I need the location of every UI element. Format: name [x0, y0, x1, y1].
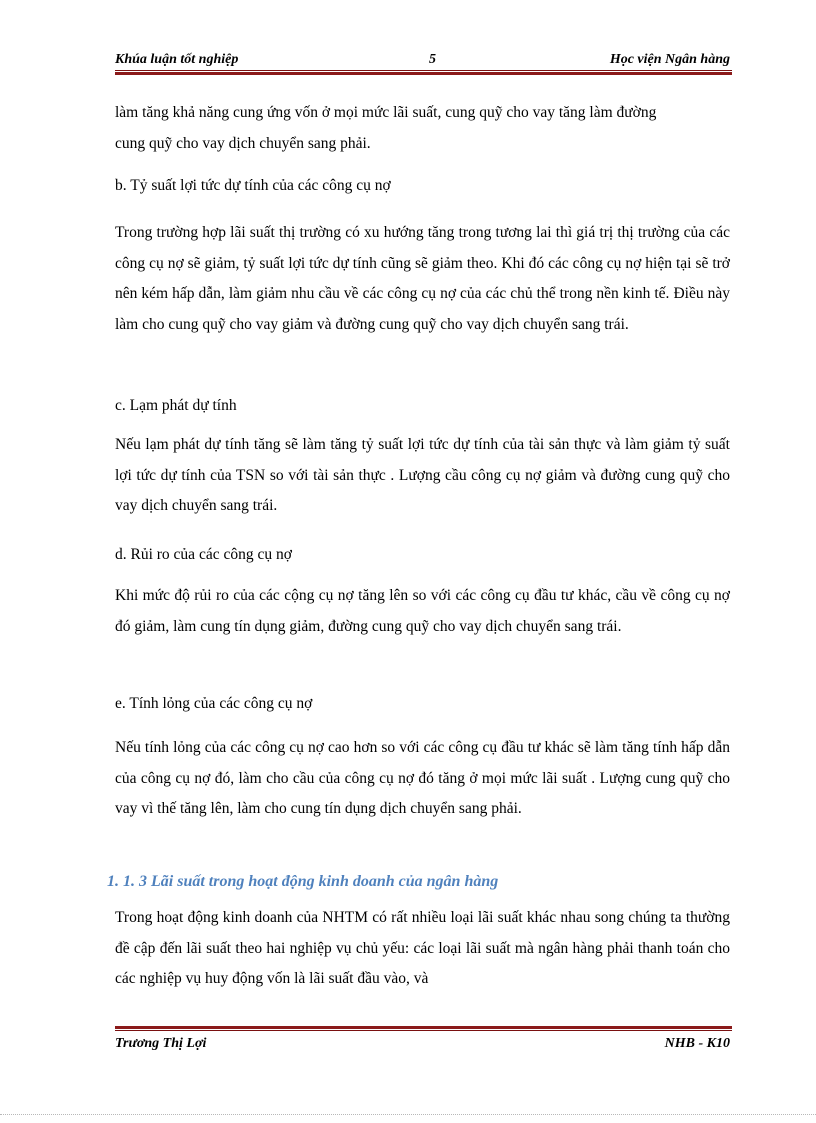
- section-e-title-text: e. Tính lỏng của các công cụ nợ: [115, 695, 313, 712]
- header-institution: Học viện Ngân hàng: [609, 52, 730, 67]
- intro-line-2: cung quỹ cho vay dịch chuyển sang phải.: [115, 134, 371, 152]
- section-d-paragraph: Khi mức độ rủi ro của các cộng cụ nợ tăng lên so với các công cụ đầu tư khác, cầu về công cụ nợ đó giảm, làm cung tín dụng giảm, đường cung quỹ cho vay dịch chuyển sang trái.: [115, 587, 730, 635]
- section-c-title: [115, 391, 730, 422]
- section-e-paragraph-block: [115, 733, 730, 825]
- section-113-paragraph: Trong hoạt động kinh doanh của NHTM có rất nhiều loại lãi suất khác nhau song chúng ta thường đề cập đến lãi suất theo hai nghiệp vụ chủ yếu: các loại lãi suất mà ngân hàng phải thanh toán cho các nghiệp vụ huy động vốn là lãi suất đầu vào, và: [115, 909, 730, 988]
- section-b-paragraph-block: [115, 218, 730, 340]
- header-rule-thin: [115, 70, 732, 71]
- header-page-number: 5: [429, 52, 436, 67]
- intro-block: [115, 98, 730, 159]
- section-b-title: [115, 171, 730, 202]
- footer-author: Trương Thị Lợi: [115, 1036, 207, 1051]
- section-b-paragraph: Trong trường hợp lãi suất thị trường có xu hướng tăng trong tương lai thì giá trị thị trường của các công cụ nợ sẽ giảm, tỷ suất lợi tức dự tính cũng sẽ giảm theo. Khi đó các công cụ nợ hiện tại sẽ trở nên kém hấp dẫn, làm giảm nhu cầu về các công cụ nợ của các chủ thể trong nền kinh tế. Điều này làm cho cung quỹ cho vay giảm và đường cung quỹ cho vay dịch chuyển sang trái.: [115, 224, 730, 333]
- footer-rule-thick: [115, 1026, 732, 1029]
- section-d-title-text: d. Rủi ro của các công cụ nợ: [115, 546, 292, 563]
- section-b-title-text: b. Tỷ suất lợi tức dự tính của các công cụ nợ: [115, 177, 391, 194]
- section-d-paragraph-block: [115, 581, 730, 642]
- section-e-title: [115, 689, 730, 720]
- intro-line-1: làm tăng khả năng cung ứng vốn ở mọi mức lãi suất, cung quỹ cho vay tăng làm đường: [115, 104, 657, 121]
- page-bottom-dotted-divider: [0, 1114, 816, 1115]
- page-header: [115, 48, 730, 70]
- header-thesis-title: Khúa luận tốt nghiệp: [115, 52, 239, 67]
- footer-class-code: NHB - K10: [664, 1036, 730, 1051]
- section-c-title-text: c. Lạm phát dự tính: [115, 397, 237, 414]
- section-e-paragraph: Nếu tính lỏng của các công cụ nợ cao hơn so với các công cụ đầu tư khác sẽ làm tăng tính hấp dẫn của công cụ nợ đó, làm cho cầu của công cụ nợ đó tăng ở mọi mức lãi suất . Lượng cung quỹ cho vay vì thế tăng lên, làm cho cung tín dụng dịch chuyển sang phải.: [115, 739, 730, 818]
- section-c-paragraph-block: [115, 430, 730, 522]
- footer-rule-thin: [115, 1030, 732, 1031]
- section-113-heading: 1. 1. 3 Lãi suất trong hoạt động kinh doanh của ngân hàng: [107, 873, 499, 890]
- section-113-paragraph-block: [115, 903, 730, 995]
- section-c-paragraph: Nếu lạm phát dự tính tăng sẽ làm tăng tỷ suất lợi tức dự tính của tài sản thực và làm giảm tỷ suất lợi tức dự tính của TSN so với tài sản thực . Lượng cầu công cụ nợ giảm và đường cung quỹ cho vay dịch chuyển sang trái.: [115, 436, 730, 515]
- section-d-title: [115, 540, 730, 571]
- header-rule-thick: [115, 72, 732, 75]
